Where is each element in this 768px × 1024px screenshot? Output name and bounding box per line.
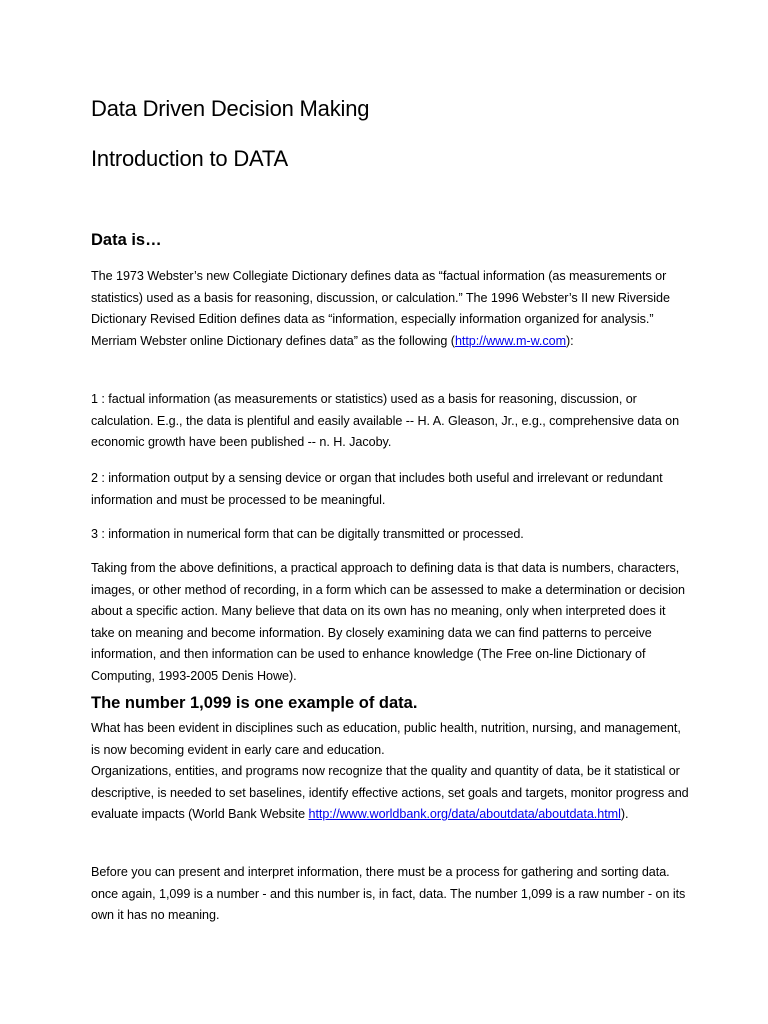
document-subtitle: Introduction to DATA	[91, 146, 288, 171]
document-title: Data Driven Decision Making	[91, 96, 370, 121]
section-heading-data-is: Data is…	[91, 231, 162, 249]
organizations-paragraph	[91, 761, 691, 826]
evident-paragraph: What has been evident in disciplines such as education, public health, nutrition, nursing, and management, is now becoming evident in early care and education.	[91, 721, 681, 757]
definition-3: 3 : information in numerical form that can be digitally transmitted or processed.	[91, 527, 524, 541]
definition-1: 1 : factual information (as measurements or statistics) used as a basis for reasoning, discussion, or calculation. E.g., the data is plentiful and easily available -- H. A. Gleason, Jr., e.g., comprehensive data on economic growth have been published -- n. H. Jacoby.	[91, 392, 680, 450]
world-bank-link[interactable]: http://www.worldbank.org/data/aboutdata/aboutdata.html	[308, 807, 621, 822]
organizations-text-end: ).	[620, 807, 629, 822]
before-present-paragraph: Before you can present and interpret information, there must be a process for gathering and sorting data. once again, 1,099 is a number - and this number is, in fact, data. The number 1,099 is a raw number - on its own it has no meaning.	[91, 865, 686, 923]
intro-text: The 1973 Webster’s new Collegiate Dictionary defines data as “factual information (as measurements or statistics) used as a basis for reasoning, discussion, or calculation.” The 1996 Webster’s II new Riverside Dictionary Revised Edition defines data as “information, especially information organized for analysis.” Merriam Webster online Dictionary defines data” as the following (	[91, 269, 670, 348]
section-heading-example: The number 1,099 is one example of data.	[91, 694, 418, 712]
merriam-webster-link[interactable]: http://www.m-w.com	[454, 333, 567, 348]
organizations-text: Organizations, entities, and programs now recognize that the quality and quantity of data, be it statistical or descriptive, is needed to set baselines, identify effective actions, set goals and targets, monitor progress and evaluate impacts (World Bank Website	[91, 764, 689, 822]
intro-text-end: ):	[566, 333, 574, 348]
practical-approach-paragraph: Taking from the above definitions, a practical approach to defining data is that data is numbers, characters, images, or other method of recording, in a form which can be assessed to make a determination or decision about a specific action. Many believe that data on its own has no meaning, only when interpreted does it take on meaning and become information. By closely examining data we can find patterns to perceive information, and then information can be used to enhance knowledge (The Free on-line Dictionary of Computing, 1993-2005 Denis Howe).	[91, 561, 685, 683]
definition-2: 2 : information output by a sensing device or organ that includes both useful and irrelevant or redundant information and must be processed to be meaningful.	[91, 471, 663, 507]
intro-paragraph	[91, 266, 691, 352]
